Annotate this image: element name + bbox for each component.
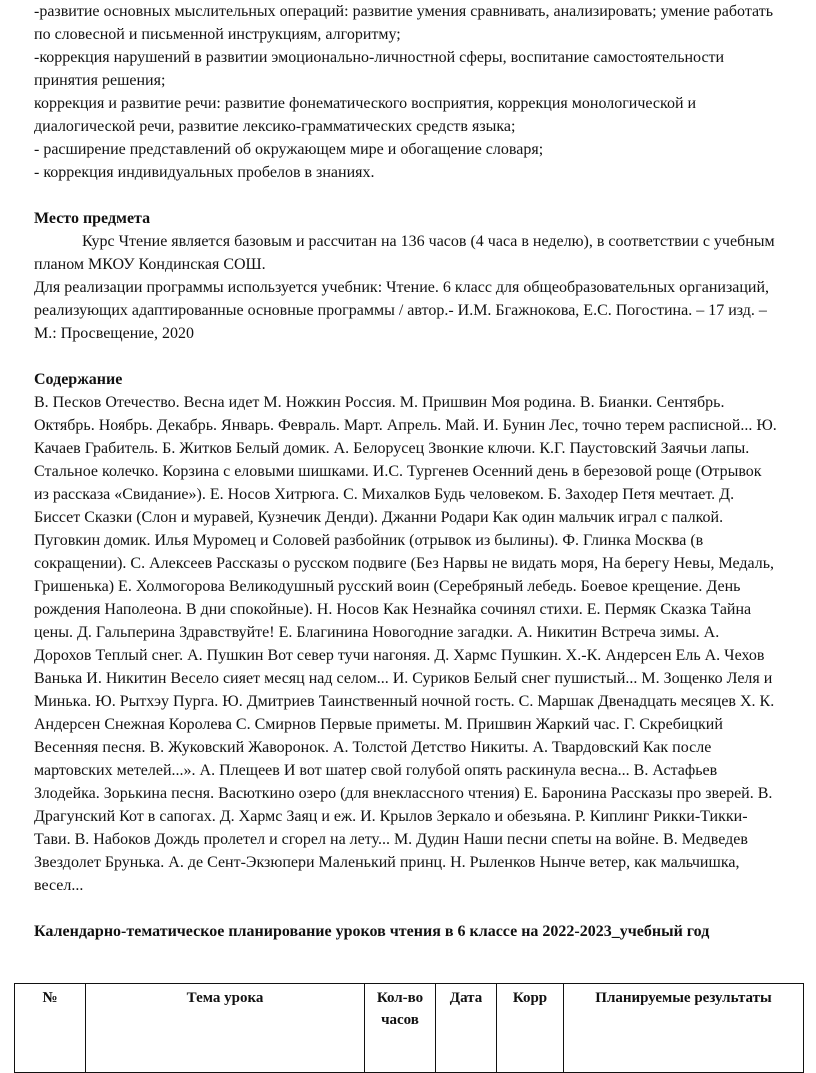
content-section [34,368,780,897]
plan-table [14,983,804,1073]
col-results: Планируемые результаты [564,984,804,1073]
plan-title: Календарно-тематическое планирование уроков чтения в 6 классе на 2022-2023_учебный год [34,923,710,940]
goal-item: - коррекция индивидуальных пробелов в знаниях. [34,164,375,181]
goal-item: -коррекция нарушений в развитии эмоционально-личностной сферы, воспитание самостоятельности принятия решения; [34,49,725,89]
document-page [34,0,780,943]
goal-item: - расширение представлений об окружающем мире и обогащение словаря; [34,141,544,158]
textbook-paragraph: Для реализации программы используется учебник: Чтение. 6 класс для общеобразовательных организаций, реализующих адаптированные основные программы / автор.- И.М. Бгажнокова, Е.С. Погостина. – 17 изд. – М.: Просвещение, 2020 [34,279,770,342]
place-heading: Место предмета [34,210,151,227]
col-corr: Корр [497,984,564,1073]
col-number: № [15,984,86,1073]
content-heading: Содержание [34,371,123,388]
place-section [34,207,780,345]
col-hours: Кол-во часов [365,984,436,1073]
content-text: В. Песков Отечество. Весна идет М. Ножкин Россия. М. Пришвин Моя родина. В. Бианки. Сентябрь. Октябрь. Ноябрь. Декабрь. Январь. Февраль. Март. Апрель. Май. И. Бунин Лес, точно терем расписной... Ю. Качаев Грабитель. Б. Житков Белый домик. А. Белорусец Звонкие ключи. К.Г. Паустовский Заячьи лапы. Стальное колечко. Корзина с еловыми шишками. И.С. Тургенев Осенний день в березовой роще (Отрывок из рассказа «Свидание»). Е. Носов Хитрюга. С. Михалков Будь человеком. Б. Заходер Петя мечтает. Д. Биссет Сказки (Слон и муравей, Кузнечик Денди). Джанни Родари Как один мальчик играл с палкой. Пуговкин домик. Илья Муромец и Соловей разбойник (отрывок из былины). Ф. Глинка Москва (в сокращении). С. Алексеев Рассказы о русском подвиге (Без Нарвы не видать моря, На берегу Невы, Медаль, Гришенька) Е. Холмогорова Великодушный русский воин (Серебряный лебедь. Боевое крещение. День рождения Наполеона. В дни спокойные). Н. Носов Как Незнайка сочинял стихи. Е. Пермяк Сказка Тайна цены. Д. Гальперина Здравствуйте! Е. Благинина Новогодние загадки. А. Никитин Встреча зимы. А. Дорохов Теплый снег. А. Пушкин Вот север тучи нагоняя. Д. Хармс Пушкин. Х.-К. Андерсен Ель А. Чехов Ванька И. Никитин Весело сияет месяц над селом... И. Суриков Белый снег пушистый... М. Зощенко Леля и Минька. Ю. Рытхэу Пурга. Ю. Дмитриев Таинственный ночной гость. С. Маршак Двенадцать месяцев Х. К. Андерсен Снежная Королева С. Смирнов Первые приметы. М. Пришвин Жаркий час. Г. Скребицкий Весенняя песня. В. Жуковский Жаворонок. А. Толстой Детство Никиты. А. Твардовский Как после мартовских метелей...». А. Плещеев И вот шатер свой голубой опять раскинула весна... В. Астафьев Злодейка. Зорькина песня. Васюткино озеро (для внеклассного чтения) Е. Баронина Рассказы про зверей. В. Драгунский Кот в сапогах. Д. Хармс Заяц и еж. И. Крылов Зеркало и обезьяна. Р. Киплинг Рикки-Тикки-Тави. В. Набоков Дождь пролетел и сгорел на лету... М. Дудин Наши песни спеты на войне. В. Медведев Звездолет Брунька. А. де Сент-Экзюпери Маленький принц. Н. Рыленков Нынче ветер, как мальчишка, весел... [34,394,777,894]
plan-header-row [15,984,804,1073]
goal-item: -развитие основных мыслительных операций: развитие умения сравнивать, анализировать; умение работать по словесной и письменной инструкциям, алгоритму; [34,3,773,43]
place-paragraph: Курс Чтение является базовым и рассчитан на 136 часов (4 часа в неделю), в соответствии с учебным планом МКОУ Кондинская СОШ. [34,233,775,273]
goal-item: коррекция и развитие речи: развитие фонематического восприятия, коррекция монологической и диалогической речи, развитие лексико-грамматических средств языка; [34,95,697,135]
col-date: Дата [436,984,497,1073]
col-topic: Тема урока [86,984,365,1073]
goals-list [34,0,780,184]
